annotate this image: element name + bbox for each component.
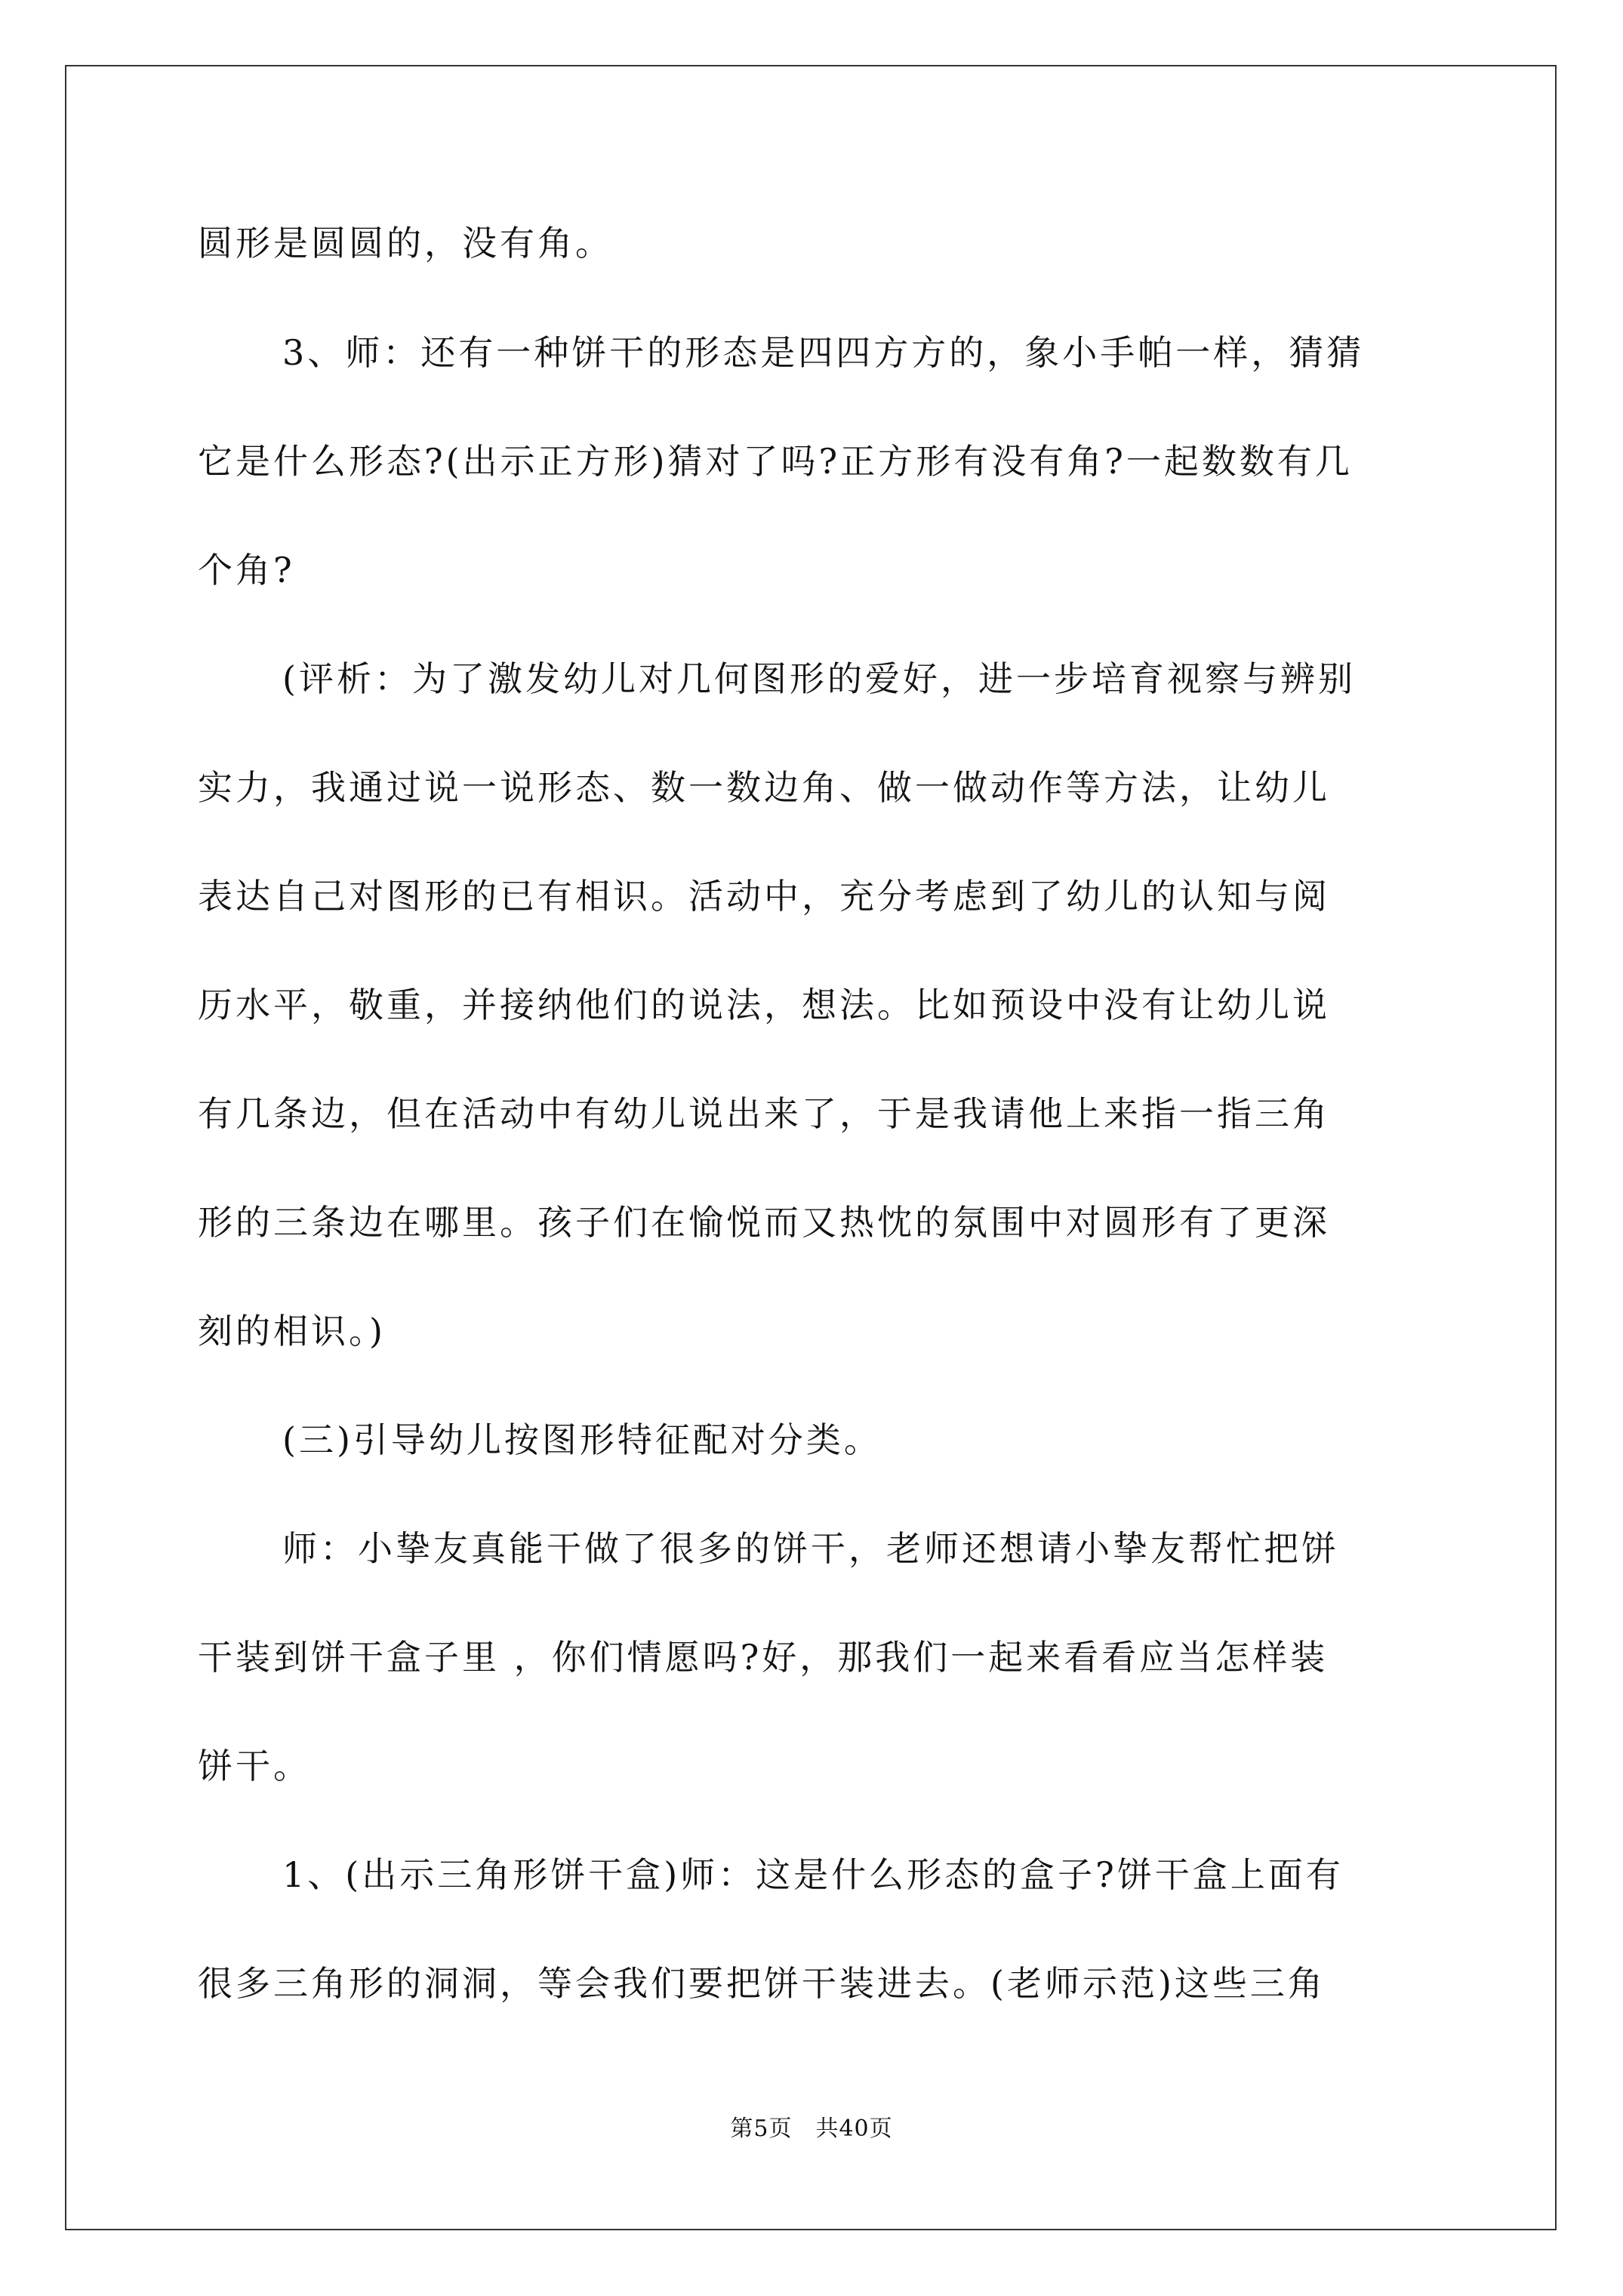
page-number: 第5页 共40页	[730, 2116, 893, 2142]
text-line: 形的三条边在哪里。孩子们在愉悦而又热忱的氛围中对圆形有了更深	[198, 1202, 1330, 1243]
text-line: (评析：为了激发幼儿对几何图形的爱好，进一步培育视察与辨别	[282, 658, 1356, 699]
text-line: 师：小挚友真能干做了很多的饼干，老师还想请小挚友帮忙把饼	[282, 1528, 1339, 1569]
section-heading: (三)引导幼儿按图形特征配对分类。	[282, 1419, 882, 1460]
text-line: 它是什么形态?(出示正方形)猜对了吗?正方形有没有角?一起数数有几	[198, 441, 1353, 482]
text-line: 有几条边，但在活动中有幼儿说出来了，于是我请他上来指一指三角	[198, 1093, 1330, 1134]
text-line: 3、师：还有一种饼干的形态是四四方方的，象小手帕一样，猜猜	[282, 332, 1365, 373]
page-border	[65, 65, 1557, 2230]
text-line: 很多三角形的洞洞，等会我们要把饼干装进去。(老师示范)这些三角	[198, 1963, 1326, 2004]
text-line: 刻的相识。)	[198, 1311, 386, 1351]
text-line: 历水平，敬重，并接纳他们的说法，想法。比如预设中没有让幼儿说	[198, 985, 1330, 1025]
text-line: 饼干。	[198, 1746, 311, 1786]
text-line: 1、(出示三角形饼干盒)师：这是什么形态的盒子?饼干盒上面有	[282, 1854, 1344, 1895]
text-line: 干装到饼干盒子里 ，你们情愿吗?好，那我们一起来看看应当怎样装	[198, 1637, 1329, 1678]
text-line: 圆形是圆圆的，没有角。	[198, 223, 613, 264]
text-line: 个角?	[198, 550, 295, 590]
text-line: 实力，我通过说一说形态、数一数边角、做一做动作等方法，让幼儿	[198, 767, 1330, 808]
text-line: 表达自己对图形的已有相识。活动中，充分考虑到了幼儿的认知与阅	[198, 876, 1330, 917]
